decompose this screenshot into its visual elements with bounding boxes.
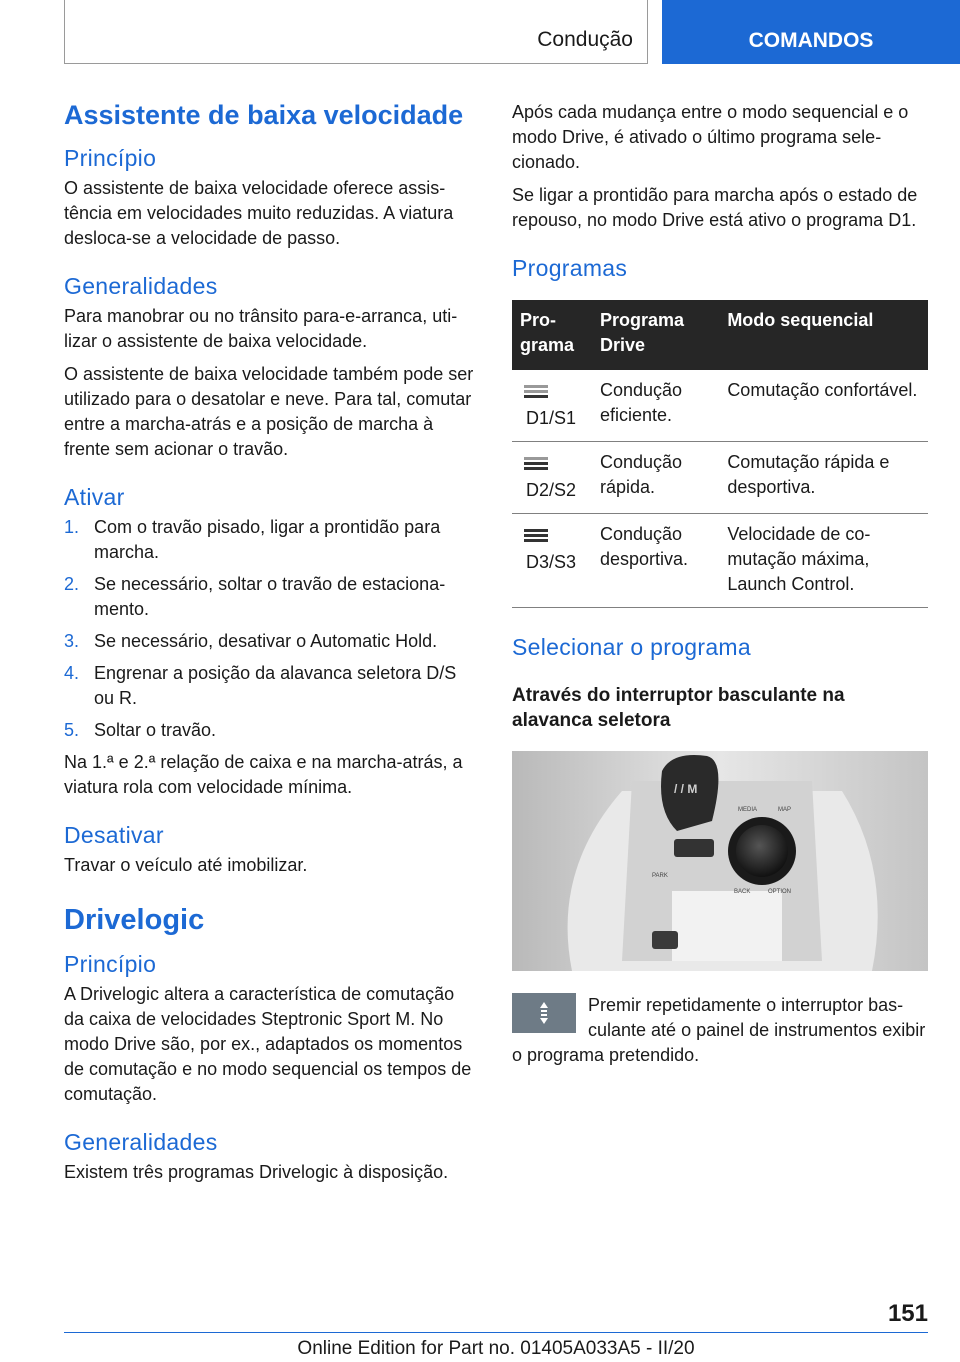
table-cell: Condução eficiente. (592, 370, 719, 442)
mode-change-paragraph: Após cada mudança entre o modo sequencial e o modo Drive, é ativado o último programa selecionado. (512, 102, 909, 172)
three-bar-icon (522, 524, 552, 546)
table-row (512, 442, 928, 514)
ativar-note: Na 1.ª e 2.ª relação de caixa e na marcha-atrás, a viatura rola com velocidade mínima. (64, 752, 463, 797)
programas-heading: Programas (512, 255, 628, 281)
table-row (512, 514, 928, 608)
step-text: Se necessário, soltar o travão de estacionamento. (94, 574, 446, 619)
desativar-text: Travar o veículo até imobilizar. (64, 855, 308, 875)
step-number: 3. (64, 631, 80, 651)
rocker-instruction (512, 993, 928, 1068)
selecionar-heading: Selecionar o programa (512, 634, 751, 660)
table-header-cell: Programa (512, 300, 592, 370)
table-cell: Velocidade de comutação máxima, Launch Control. (719, 514, 928, 608)
step-number: 4. (64, 663, 80, 683)
header-chapter-tab[interactable]: COMANDOS (662, 0, 960, 64)
two-bar-icon (522, 452, 552, 474)
photo-label: BACK (734, 889, 751, 895)
table-cell: Comutação rápida e desportiva. (719, 442, 928, 514)
drivelogic-title: Drivelogic (64, 904, 205, 936)
program-label: D1/S1 (525, 408, 577, 428)
footer-divider (64, 1332, 928, 1333)
table-cell: Condução desportiva. (592, 514, 719, 608)
right-column (512, 100, 928, 1076)
step-text: Engrenar a posição da alavanca seletora D/S ou R. (94, 663, 457, 708)
drivelogic-principio-heading: Princípio (64, 951, 157, 977)
programs-table (512, 300, 928, 608)
program-cell (512, 514, 592, 608)
table-header-cell: Modo sequencial (719, 300, 928, 370)
generalidades-paragraph: O assistente de baixa velocidade também pode ser utilizado para o desatolar e neve. Para tal, comutar entre a marcha-atrás e a posição de marcha à frente sem acionar o travão. (64, 364, 474, 459)
photo-label: MAP (778, 807, 792, 813)
photo-label: OPTION (768, 889, 792, 895)
rocker-instruction-text: Premir repetidamente o interruptor basculante até o painel de instrumentos exibir o programa pretendido. (512, 995, 926, 1065)
table-cell: Comutação confortável. (719, 370, 928, 442)
step-item (64, 515, 476, 565)
step-item (64, 572, 476, 622)
photo-label: MEDIA (738, 807, 758, 813)
one-bar-icon (522, 380, 552, 402)
header-section-box (64, 0, 648, 64)
drivelogic-generalidades-text: Existem três programas Drivelogic à disposição. (64, 1162, 449, 1182)
header-section-title: Condução (537, 28, 633, 51)
page-number: 151 (887, 1300, 928, 1327)
table-header-cell: Programa Drive (592, 300, 719, 370)
table-cell: Condução rápida. (592, 442, 719, 514)
program-cell (512, 370, 592, 442)
rocker-switch-icon (512, 993, 576, 1033)
rocker-switch-heading: Através do interruptor basculante na alavanca seletora (512, 685, 845, 731)
table-header-row (512, 300, 928, 370)
ativar-steps (64, 515, 476, 743)
generalidades-paragraph: Para manobrar ou no trânsito para-e-arranca, utilizar o assistente de baixa velocidade. (64, 306, 458, 351)
principio-text: O assistente de baixa velocidade oferece assistência em velocidades muito reduzidas. A viatura desloca-se a velocidade de passo. (64, 178, 454, 248)
section-title: Assistente de baixa velocidade (64, 100, 464, 130)
standby-paragraph: Se ligar a prontidão para marcha após o estado de repouso, no modo Drive está ativo o programa D1. (512, 185, 918, 230)
principio-heading: Princípio (64, 145, 157, 171)
drivelogic-generalidades-heading: Generalidades (64, 1129, 218, 1155)
step-text: Soltar o travão. (94, 720, 217, 740)
step-number: 1. (64, 517, 80, 537)
program-label: D2/S2 (525, 480, 577, 500)
desativar-heading: Desativar (64, 822, 164, 848)
step-item (64, 718, 476, 743)
ativar-heading: Ativar (64, 484, 125, 510)
left-column (64, 100, 476, 1193)
table-row (512, 370, 928, 442)
program-cell (512, 442, 592, 514)
step-number: 5. (64, 720, 80, 740)
step-item (64, 661, 476, 711)
svg-text:/ / M: / / M (674, 782, 698, 796)
step-text: Com o travão pisado, ligar a prontidão para marcha. (94, 517, 441, 562)
generalidades-heading: Generalidades (64, 273, 218, 299)
gear-selector-photo (512, 751, 928, 971)
step-text: Se necessário, desativar o Automatic Hold. (94, 631, 438, 651)
drivelogic-principio-text: A Drivelogic altera a característica de comutação da caixa de velocidades Steptronic Sport M. No modo Drive são, por ex., adaptados os momentos de comutação e no modo sequencial os tempos de comutação. (64, 984, 472, 1104)
step-number: 2. (64, 574, 80, 594)
footer-edition: Online Edition for Part no. 01405A033A5 - II/20 (297, 1338, 695, 1359)
program-label: D3/S3 (525, 552, 577, 572)
step-item (64, 629, 476, 654)
photo-label: PARK (652, 873, 668, 879)
